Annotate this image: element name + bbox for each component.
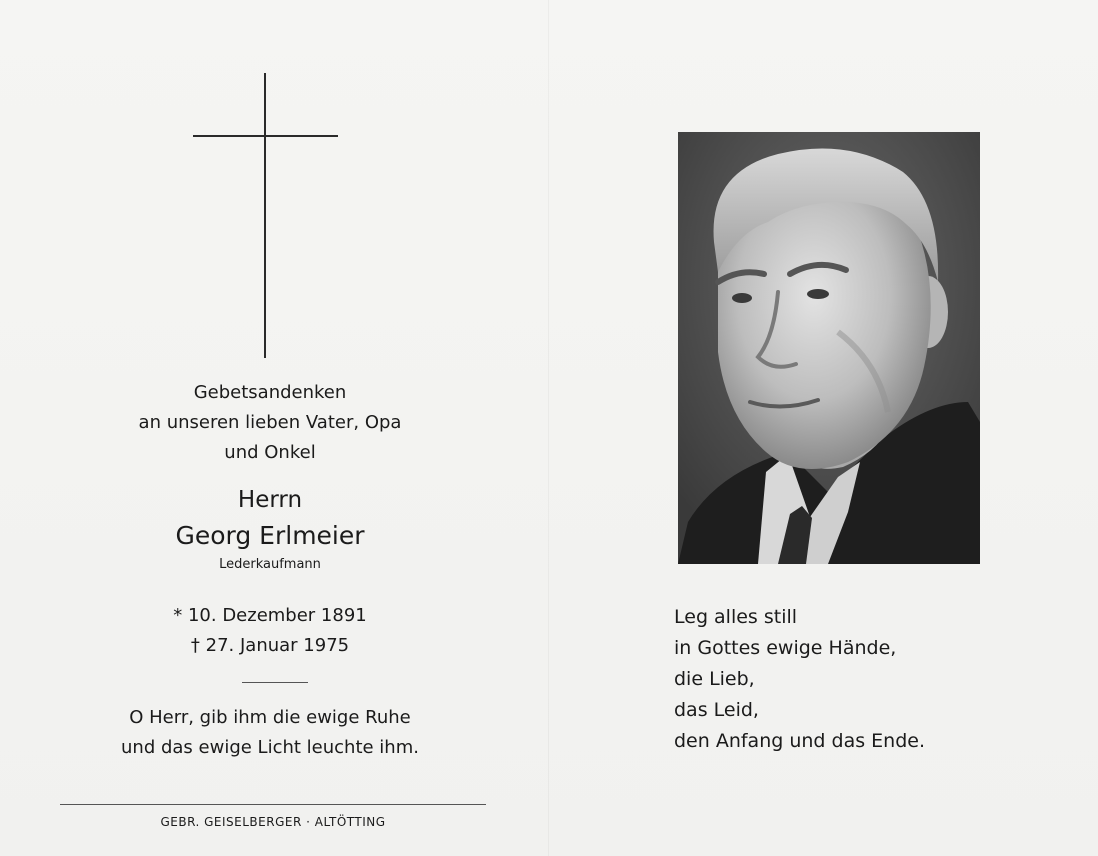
poem-line: den Anfang und das Ende. bbox=[674, 730, 926, 752]
portrait-illustration bbox=[678, 132, 980, 564]
cross-horizontal-bar bbox=[193, 135, 338, 137]
cross-vertical-bar bbox=[264, 73, 266, 358]
fold-line bbox=[548, 0, 549, 856]
heading: Gebetsandenken bbox=[193, 382, 347, 403]
poem-line: in Gottes ewige Hände, bbox=[674, 637, 897, 659]
cross-icon bbox=[193, 73, 338, 358]
printer-credit: GEBR. GEISELBERGER · ALTÖTTING bbox=[160, 815, 386, 829]
dedication-block bbox=[50, 378, 490, 468]
dedication-line-2: und Onkel bbox=[224, 442, 316, 463]
occupation: Lederkaufmann bbox=[219, 557, 321, 572]
prayer-line-2: und das ewige Licht leuchte ihm. bbox=[121, 737, 419, 758]
poem-line: Leg alles still bbox=[674, 606, 798, 628]
death-date: † 27. Januar 1975 bbox=[190, 635, 350, 656]
dedication-line-1: an unseren lieben Vater, Opa bbox=[138, 412, 402, 433]
name-block bbox=[50, 482, 490, 576]
poem-block bbox=[674, 602, 1034, 757]
salutation: Herrn bbox=[237, 487, 303, 513]
deceased-name: Georg Erlmeier bbox=[175, 521, 365, 550]
separator-rule bbox=[242, 682, 308, 683]
poem-line: die Lieb, bbox=[674, 668, 755, 690]
prayer-block bbox=[50, 703, 490, 763]
prayer-line-1: O Herr, gib ihm die ewige Ruhe bbox=[129, 707, 411, 728]
birth-date: * 10. Dezember 1891 bbox=[173, 605, 367, 626]
footer-rule bbox=[60, 804, 486, 805]
dates-block bbox=[50, 601, 490, 661]
poem-line: das Leid, bbox=[674, 699, 759, 721]
portrait-photo bbox=[678, 132, 980, 564]
